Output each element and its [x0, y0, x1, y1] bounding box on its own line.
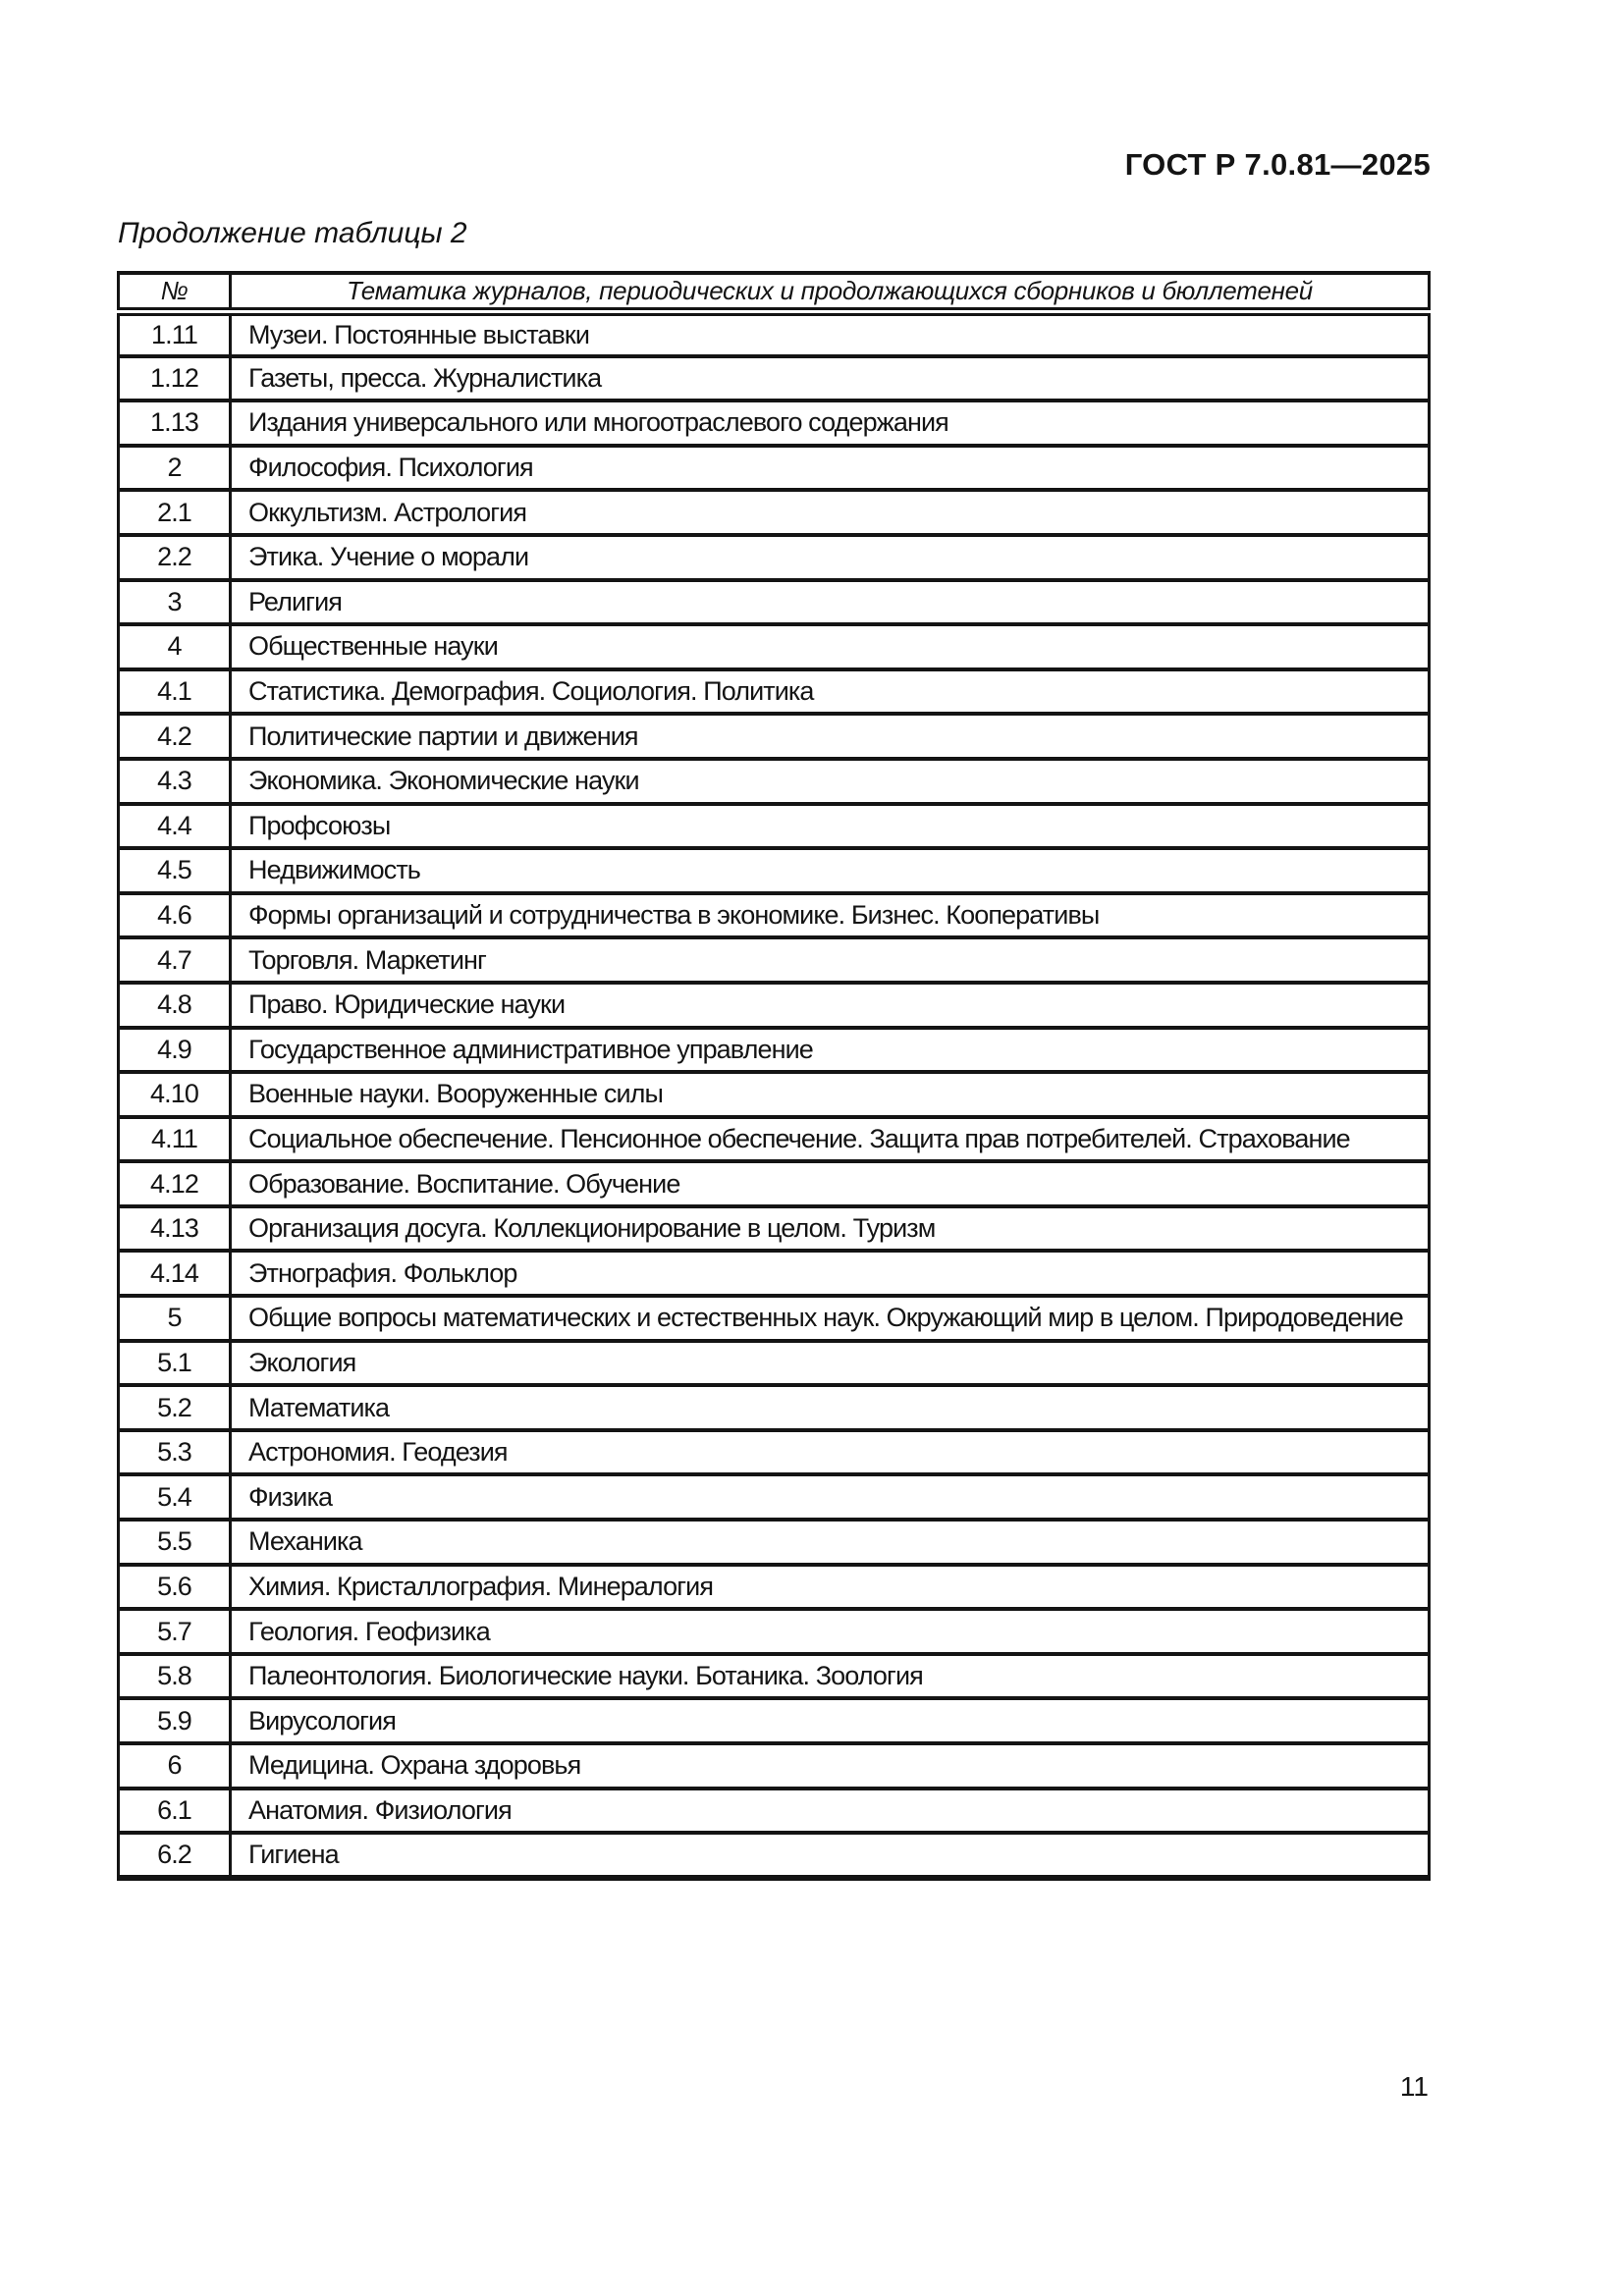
- table-row: [119, 1251, 1430, 1296]
- row-topic-cell: Профсоюзы: [231, 804, 1430, 849]
- row-number-cell: 4.8: [119, 983, 231, 1028]
- table-row: [119, 1072, 1430, 1117]
- row-number-cell: 5.5: [119, 1520, 231, 1565]
- table-row: [119, 1385, 1430, 1430]
- table-row: [119, 356, 1430, 401]
- table-row: [119, 848, 1430, 893]
- col-header-topic: Тематика журналов, периодических и продолжающихся сборников и бюллетеней: [231, 273, 1430, 311]
- row-topic-cell: Образование. Воспитание. Обучение: [231, 1161, 1430, 1206]
- row-topic-cell: Социальное обеспечение. Пенсионное обеспечение. Защита прав потребителей. Страхование: [231, 1117, 1430, 1162]
- row-topic-cell: Государственное административное управление: [231, 1028, 1430, 1073]
- table-row: [119, 893, 1430, 938]
- doc-header: ГОСТ Р 7.0.81—2025: [1124, 147, 1431, 182]
- table-row: [119, 1654, 1430, 1699]
- row-number-cell: 4.4: [119, 804, 231, 849]
- row-number-cell: 1.11: [119, 311, 231, 356]
- row-number-cell: 1.12: [119, 356, 231, 401]
- row-number-cell: 5.7: [119, 1609, 231, 1654]
- row-topic-cell: Издания универсального или многоотраслевого содержания: [231, 400, 1430, 446]
- row-topic-cell: Гигиена: [231, 1833, 1430, 1878]
- table-row: [119, 1474, 1430, 1520]
- row-number-cell: 5: [119, 1296, 231, 1341]
- table-row: [119, 624, 1430, 669]
- row-topic-cell: Статистика. Демография. Социология. Политика: [231, 669, 1430, 715]
- row-number-cell: 6: [119, 1743, 231, 1789]
- row-topic-cell: Вирусология: [231, 1698, 1430, 1743]
- row-topic-cell: Общие вопросы математических и естественных наук. Окружающий мир в целом. Природоведение: [231, 1296, 1430, 1341]
- row-topic-cell: Анатомия. Физиология: [231, 1789, 1430, 1834]
- row-topic-cell: Геология. Геофизика: [231, 1609, 1430, 1654]
- table-row: [119, 1206, 1430, 1252]
- table-row: [119, 1430, 1430, 1475]
- row-number-cell: 4.7: [119, 937, 231, 983]
- table-row: [119, 1833, 1430, 1878]
- table-row: [119, 400, 1430, 446]
- col-header-number: №: [119, 273, 231, 311]
- row-number-cell: 3: [119, 580, 231, 625]
- row-topic-cell: Этнография. Фольклор: [231, 1251, 1430, 1296]
- row-number-cell: 4.14: [119, 1251, 231, 1296]
- page-number: 11: [1399, 2071, 1429, 2102]
- row-number-cell: 4.1: [119, 669, 231, 715]
- row-number-cell: 2.1: [119, 490, 231, 535]
- table-row: [119, 1743, 1430, 1789]
- row-topic-cell: Общественные науки: [231, 624, 1430, 669]
- row-number-cell: 4.6: [119, 893, 231, 938]
- row-topic-cell: Военные науки. Вооруженные силы: [231, 1072, 1430, 1117]
- row-topic-cell: Оккультизм. Астрология: [231, 490, 1430, 535]
- row-topic-cell: Право. Юридические науки: [231, 983, 1430, 1028]
- row-topic-cell: Этика. Учение о морали: [231, 535, 1430, 580]
- table-row: [119, 1520, 1430, 1565]
- row-topic-cell: Недвижимость: [231, 848, 1430, 893]
- row-number-cell: 4.5: [119, 848, 231, 893]
- table-row: [119, 1341, 1430, 1386]
- row-number-cell: 6.2: [119, 1833, 231, 1878]
- table-row: [119, 1117, 1430, 1162]
- row-number-cell: 4.12: [119, 1161, 231, 1206]
- row-topic-cell: Химия. Кристаллография. Минералогия: [231, 1565, 1430, 1610]
- table-row: [119, 804, 1430, 849]
- row-topic-cell: Экология: [231, 1341, 1430, 1386]
- row-number-cell: 4.2: [119, 714, 231, 759]
- table-row: [119, 983, 1430, 1028]
- row-number-cell: 1.13: [119, 400, 231, 446]
- table-body: [119, 311, 1430, 1878]
- table-caption: Продолжение таблицы 2: [118, 217, 467, 249]
- row-number-cell: 5.4: [119, 1474, 231, 1520]
- row-topic-cell: Астрономия. Геодезия: [231, 1430, 1430, 1475]
- row-number-cell: 5.2: [119, 1385, 231, 1430]
- row-topic-cell: Торговля. Маркетинг: [231, 937, 1430, 983]
- table-row: [119, 1028, 1430, 1073]
- table-row: [119, 580, 1430, 625]
- row-number-cell: 5.8: [119, 1654, 231, 1699]
- row-number-cell: 6.1: [119, 1789, 231, 1834]
- row-topic-cell: Физика: [231, 1474, 1430, 1520]
- row-number-cell: 5.3: [119, 1430, 231, 1475]
- table-row: [119, 759, 1430, 804]
- row-topic-cell: Музеи. Постоянные выставки: [231, 311, 1430, 356]
- row-topic-cell: Медицина. Охрана здоровья: [231, 1743, 1430, 1789]
- table-row: [119, 446, 1430, 491]
- table-row: [119, 535, 1430, 580]
- row-number-cell: 4.11: [119, 1117, 231, 1162]
- row-topic-cell: Философия. Психология: [231, 446, 1430, 491]
- row-number-cell: 5.6: [119, 1565, 231, 1610]
- row-number-cell: 2: [119, 446, 231, 491]
- table-header: [119, 273, 1430, 311]
- row-topic-cell: Политические партии и движения: [231, 714, 1430, 759]
- table-row: [119, 937, 1430, 983]
- row-number-cell: 4: [119, 624, 231, 669]
- table-row: [119, 669, 1430, 715]
- topics-table: [117, 271, 1431, 1881]
- row-number-cell: 4.13: [119, 1206, 231, 1252]
- row-topic-cell: Формы организаций и сотрудничества в экономике. Бизнес. Кооперативы: [231, 893, 1430, 938]
- row-topic-cell: Религия: [231, 580, 1430, 625]
- row-topic-cell: Математика: [231, 1385, 1430, 1430]
- row-number-cell: 4.9: [119, 1028, 231, 1073]
- table-row: [119, 490, 1430, 535]
- row-topic-cell: Палеонтология. Биологические науки. Ботаника. Зоология: [231, 1654, 1430, 1699]
- table-row: [119, 1296, 1430, 1341]
- table-row: [119, 714, 1430, 759]
- row-topic-cell: Механика: [231, 1520, 1430, 1565]
- row-number-cell: 2.2: [119, 535, 231, 580]
- table-row: [119, 1789, 1430, 1834]
- table-row: [119, 1609, 1430, 1654]
- row-topic-cell: Экономика. Экономические науки: [231, 759, 1430, 804]
- row-number-cell: 5.9: [119, 1698, 231, 1743]
- row-number-cell: 4.3: [119, 759, 231, 804]
- table-header-row: [119, 273, 1430, 311]
- row-topic-cell: Организация досуга. Коллекционирование в целом. Туризм: [231, 1206, 1430, 1252]
- table-row: [119, 1161, 1430, 1206]
- row-number-cell: 5.1: [119, 1341, 231, 1386]
- row-number-cell: 4.10: [119, 1072, 231, 1117]
- row-topic-cell: Газеты, пресса. Журналистика: [231, 356, 1430, 401]
- table-row: [119, 1565, 1430, 1610]
- table-row: [119, 1698, 1430, 1743]
- table-row: [119, 311, 1430, 356]
